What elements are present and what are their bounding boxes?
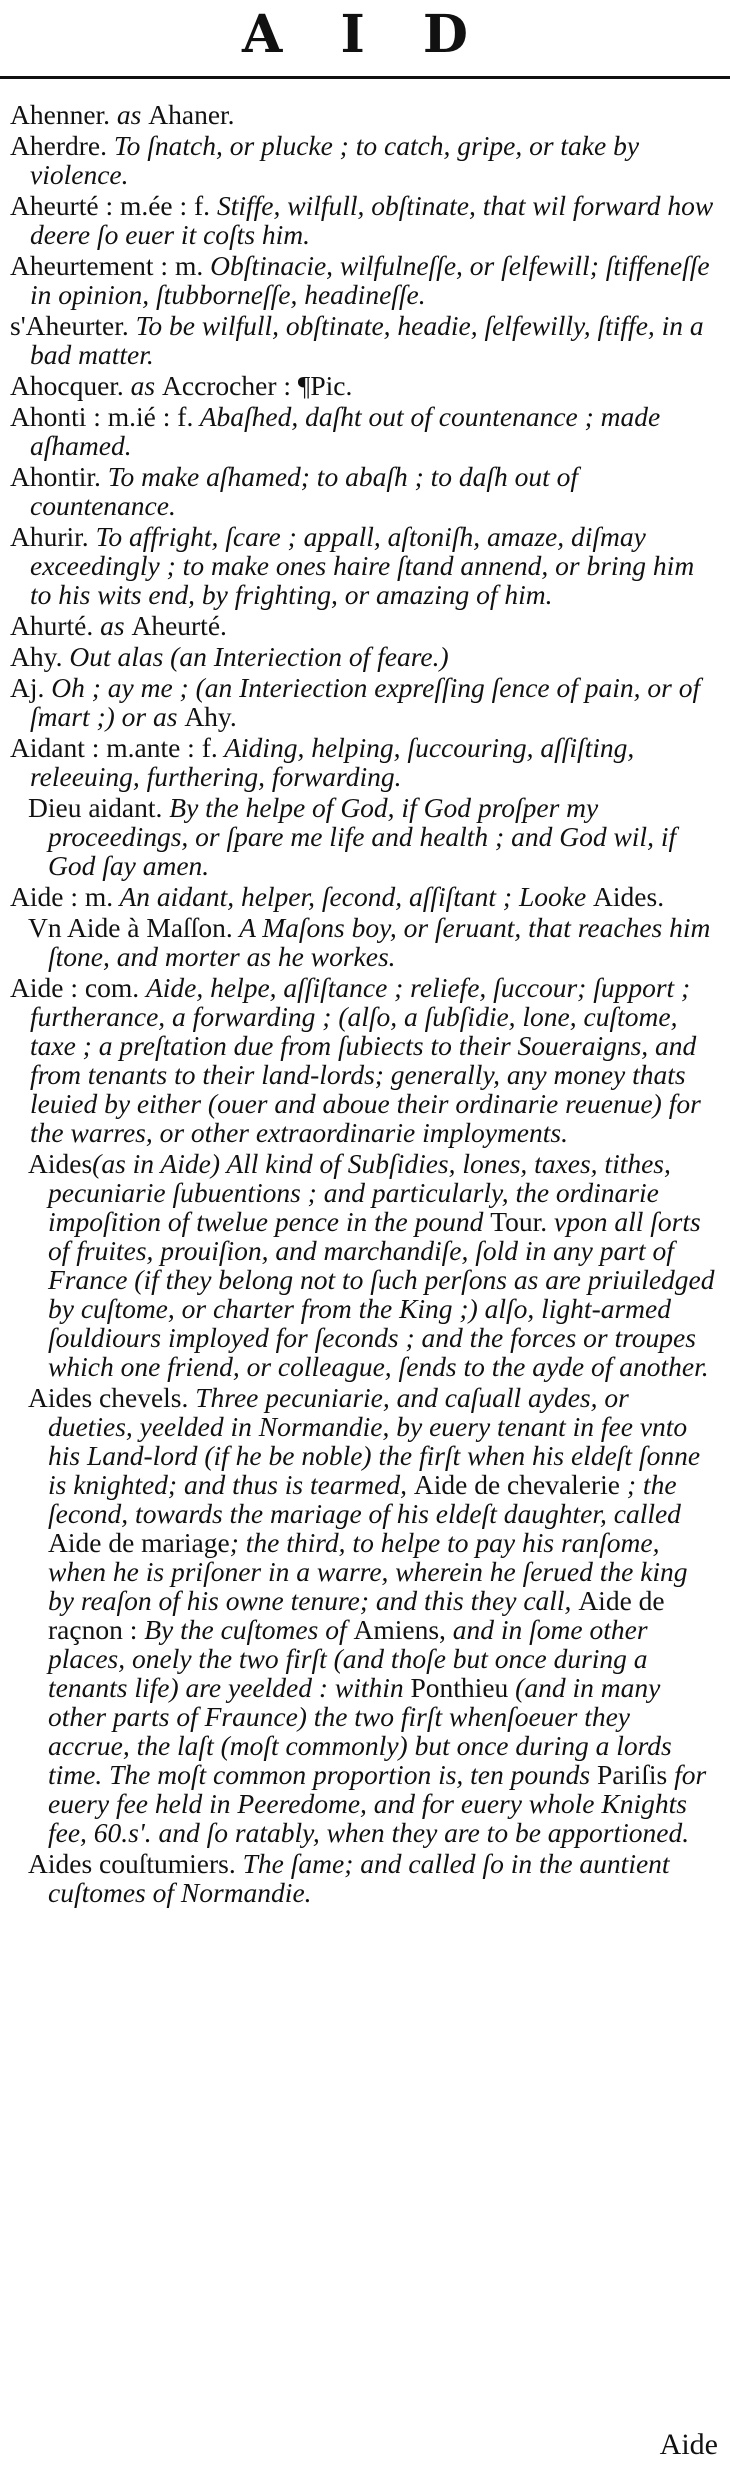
entry-roman-text: Aide de raçnon : xyxy=(48,1585,665,1645)
dictionary-entry xyxy=(10,733,715,791)
entry-roman-text: Pariſis xyxy=(596,1759,668,1790)
entry-headword: s'Aheurter. xyxy=(10,310,129,341)
entry-roman-text: Ponthieu xyxy=(410,1672,509,1703)
entry-headword: Ahontir. xyxy=(10,461,101,492)
entry-headword: Aheurtement : m. xyxy=(10,250,204,281)
entry-headword: Aide : xyxy=(10,972,78,1003)
entry-definition: Obſtinacie, wilfulneſſe, or ſelfewill; ſtiffeneſſe in opinion, ſtubborneſſe, headineſſe. xyxy=(30,250,710,310)
dictionary-entry xyxy=(10,311,715,369)
entry-headword: Aide : m. xyxy=(10,881,114,912)
dictionary-entry xyxy=(10,100,715,129)
entry-definition: as xyxy=(123,370,162,401)
dictionary-entry xyxy=(10,251,715,309)
entry-definition: Aide, helpe, aſſiſtance ; reliefe, ſuccour; ſupport ; furtherance, a forwarding ; (alſo, a ſubſidie, lone, cuſtome, taxe ; a preſtation due from ſubiects to their Soueraigns, and from tenants to their land-lords; generally, any money thats leuied by either (ouer and aboue their ordinarie reuenue) for the warres, or other extraordinarie imployments. xyxy=(30,972,701,1148)
entry-headword: Ahonti : m.ié : f. xyxy=(10,401,194,432)
entry-definition: To be wilfull, obſtinate, headie, ſelfewilly, ſtiffe, in a bad matter. xyxy=(30,310,704,370)
entry-definition: The ſame; and called ſo in the auntient cuſtomes of Normandie. xyxy=(48,1848,670,1908)
entry-definition: An aidant, helper, ſecond, aſſiſtant ; Looke xyxy=(113,881,594,912)
entry-headword: Aj. xyxy=(10,672,45,703)
dictionary-entry xyxy=(28,1149,715,1381)
dictionary-entry xyxy=(10,673,715,731)
header-rule xyxy=(0,76,730,79)
entry-headword: Aides couſtumiers. xyxy=(28,1848,236,1879)
entry-list xyxy=(10,100,715,1909)
entry-definition: Three pecuniarie, and caſuall aydes, or dueties, yeelded in Normandie, by euery tenant in fee vnto his Land-lord (if he be noble) the firſt when his eldeſt ſonne is knighted; and thus is tearmed, xyxy=(48,1382,701,1500)
entry-definition: Out alas (an Interiection of feare.) xyxy=(62,641,449,672)
entry-roman-text: Aide de mariage xyxy=(48,1527,230,1558)
dictionary-entry xyxy=(10,882,715,911)
dictionary-entry xyxy=(28,913,715,971)
entry-headword: Aheurté : m.ée : f. xyxy=(10,190,211,221)
dictionary-entry xyxy=(10,191,715,249)
entry-definition: To affright, ſcare ; appall, aſtoniſh, amaze, diſmay exceedingly ; to make ones haire ſtand annend, or bring him to his wits end, by frighting, or amazing of him. xyxy=(30,521,695,610)
entry-definition: Aiding, helping, ſuccouring, aſſiſting, releeuing, furthering, forwarding. xyxy=(30,732,635,792)
dictionary-entry xyxy=(10,131,715,189)
dictionary-entry xyxy=(10,371,715,400)
entry-definition: To ſnatch, or plucke ; to catch, gripe, or take by violence. xyxy=(30,130,640,190)
entry-definition: (as in Aide) All kind of Subſidies, lones, taxes, tithes, pecuniarie ſubuentions ; and particularly, the ordinarie impoſition of twelue pence in the pound xyxy=(48,1148,671,1237)
entry-definition: (and in many other parts of Fraunce) the two firſt whenſoeuer they accrue, the laſt (moſt commonly) but once during a lords time. The moſt common proportion is, ten pounds xyxy=(48,1672,672,1790)
dictionary-entry xyxy=(28,1383,715,1847)
entry-definition: By the helpe of God, if God proſper my proceedings, or ſpare me life and health ; and God wil, if God ſay amen. xyxy=(48,792,677,881)
entry-headword: Dieu aidant. xyxy=(28,792,163,823)
entry-definition: vpon all ſorts of fruites, prouiſion, and marchandiſe, ſold in any part of France (if they belong not to ſuch perſons as are priuiledged by cuſtome, or charter from the King ;) alſo, light-armed ſouldiours imployed for ſeconds ; and the forces or troupes which one friend, or colleague, ſends to the ayde of another. xyxy=(48,1206,715,1382)
entry-definition: ; the ſecond, towards the mariage of his eldeſt daughter, called xyxy=(48,1469,681,1529)
entry-roman-text: Accrocher : ¶Pic. xyxy=(162,370,353,401)
dictionary-entry xyxy=(10,522,715,609)
entry-definition: as xyxy=(110,99,149,130)
entry-headword: Ahy. xyxy=(10,641,63,672)
entry-definition: Abaſhed, daſht out of countenance ; made aſhamed. xyxy=(30,401,661,461)
entry-headword: Aherdre. xyxy=(10,130,107,161)
entry-definition: for euery fee held in Peeredome, and for euery whole Knights fee, 60.s'. and ſo ratably, when they are to be apportioned. xyxy=(48,1759,707,1848)
entry-definition: and in ſome other places, onely the two firſt (and thoſe but once during a tenants life) are yeelded : within xyxy=(48,1614,648,1703)
entry-definition: A Maſons boy, or ſeruant, that reaches him ſtone, and morter as he workes. xyxy=(48,912,711,972)
entry-roman-text: Amiens, xyxy=(353,1614,446,1645)
dictionary-entry xyxy=(10,642,715,671)
entry-roman-text: Tour. xyxy=(490,1206,548,1237)
entry-headword: Ahocquer. xyxy=(10,370,124,401)
entry-headword: Vn Aide à Maſſon. xyxy=(28,912,233,943)
entry-headword: Aides chevels. xyxy=(28,1382,189,1413)
catchword: Aide xyxy=(659,2428,718,2461)
entry-roman-text: Aide de chevalerie xyxy=(413,1469,621,1500)
entry-headword: Aidant : m.ante : f. xyxy=(10,732,218,763)
dictionary-entry xyxy=(10,462,715,520)
entry-headword: Ahurir. xyxy=(10,521,89,552)
dictionary-entry xyxy=(10,611,715,640)
entry-definition: as xyxy=(93,610,132,641)
entry-definition: To make aſhamed; to abaſh ; to daſh out of countenance. xyxy=(30,461,579,521)
entry-headword: Ahenner. xyxy=(10,99,111,130)
entry-roman-text: com. xyxy=(77,972,146,1003)
dictionary-entry xyxy=(28,793,715,880)
entry-roman-text: Aides. xyxy=(593,881,665,912)
running-head: A I D xyxy=(242,4,488,65)
entry-definition: Stiffe, wilfull, obſtinate, that wil forward how deere ſo euer it coſts him. xyxy=(30,190,714,250)
entry-roman-text: Ahaner. xyxy=(148,99,235,130)
entry-definition: Oh ; ay me ; (an Interiection expreſſing ſence of pain, or of ſmart ;) or as xyxy=(30,672,701,732)
dictionary-entry xyxy=(10,402,715,460)
entry-definition: ; the third, to helpe to pay his ranſome, when he is priſoner in a warre, wherein he ſerued the king by reaſon of his owne tenure; and this they call, xyxy=(48,1527,688,1616)
entry-roman-text: Aheurté. xyxy=(131,610,227,641)
dictionary-entry xyxy=(10,973,715,1147)
dictionary-entry xyxy=(28,1849,715,1907)
entry-roman-text: Ahy. xyxy=(184,701,237,732)
entry-headword: Aides xyxy=(28,1148,93,1179)
entry-headword: Ahurté. xyxy=(10,610,94,641)
entry-definition: By the cuſtomes of xyxy=(137,1614,354,1645)
